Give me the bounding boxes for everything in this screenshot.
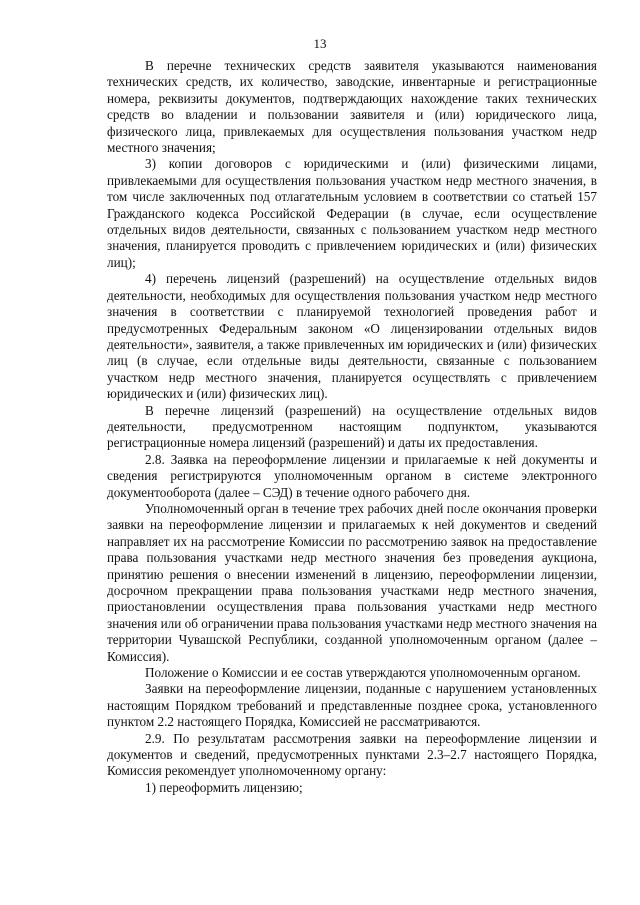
paragraph-2-9-commission-recommendation: 2.9. По результатам рассмотрения заявки на переоформление лицензии и документов и сведений, предусмотренных пунктами 2.3–2.7 настоящего Порядка, Комиссия рекомендует уполномоченному органу: (107, 730, 597, 779)
document-body (107, 58, 597, 796)
page-number: 13 (313, 36, 327, 51)
paragraph-licenses-registration-numbers: В перечне лицензий (разрешений) на осуществление отдельных видов деятельности, предусмотренном настоящим подпунктом, указываются регистрационные номера лицензий (разрешений) и даты их предоставления. (107, 402, 597, 451)
list-item-reissue-license: 1) переоформить лицензию; (145, 779, 303, 795)
paragraph-commission-regulation: Положение о Комиссии и ее состав утверждаются уполномоченным органом. (145, 665, 581, 681)
paragraph-licenses-list: 4) перечень лицензий (разрешений) на осуществление отдельных видов деятельности, необходимых для осуществления пользования участком недр местного значения в соответствии с планируемой технологией проведения работ и предусмотренных Федеральным законом «О лицензировании отдельных видов деятельности», заявителя, а также привлеченных им юридических и (или) физических лиц (в случае, если отдельные виды деятельности, связанные с пользованием участком недр местного значения, планируется осуществлять с привлечением юридических и (или) физических лиц). (107, 271, 597, 402)
paragraph-2-8-registration: 2.8. Заявка на переоформление лицензии и прилагаемые к ней документы и сведения регистрируются уполномоченным органом в системе электронного документооборота (далее – СЭД) в течение одного рабочего дня. (107, 451, 597, 500)
paragraph-technical-means-list: В перечне технических средств заявителя указываются наименования технических средств, их количество, заводские, инвентарные и регистрационные номера, реквизиты документов, подтверждающих нахождение таких технических средств во владении и пользовании заявителя и (или) юридического лица, физического лица, привлекаемых для осуществления пользования участком недр местного значения; (107, 58, 597, 156)
paragraph-applications-not-considered: Заявки на переоформление лицензии, поданные с нарушением установленных настоящим Порядком требований и представленные позднее срока, установленного пунктом 2.2 настоящего Порядка, Комиссией не рассматриваются. (107, 681, 597, 730)
paragraph-authorized-body-review: Уполномоченный орган в течение трех рабочих дней после окончания проверки заявки на переоформление лицензии и прилагаемых к ней документов и сведений направляет их на рассмотрение Комиссии по рассмотрению заявок на предоставление права пользования участками недр местного значения без проведения аукциона, принятию решения о внесении изменений в лицензию, переоформлении лицензии, досрочном прекращении права пользования участками недр местного значения, приостановлении осуществления права пользования участками недр местного значения или об ограничении права пользования участками недр местного значения на территории Чувашской Республики, созданной уполномоченным органом (далее – Комиссия). (107, 500, 597, 664)
paragraph-contracts-copies: 3) копии договоров с юридическими и (или) физическими лицами, привлекаемыми для осуществления пользования участком недр местного значения, в том числе заключенных под отлагательным условием в соответствии со статьей 157 Гражданского кодекса Российской Федерации (в случае, если осуществление отдельных видов деятельности, связанных с пользованием участком недр местного значения, планируется проводить с привлечением юридических и (или) физических лиц); (107, 156, 597, 270)
